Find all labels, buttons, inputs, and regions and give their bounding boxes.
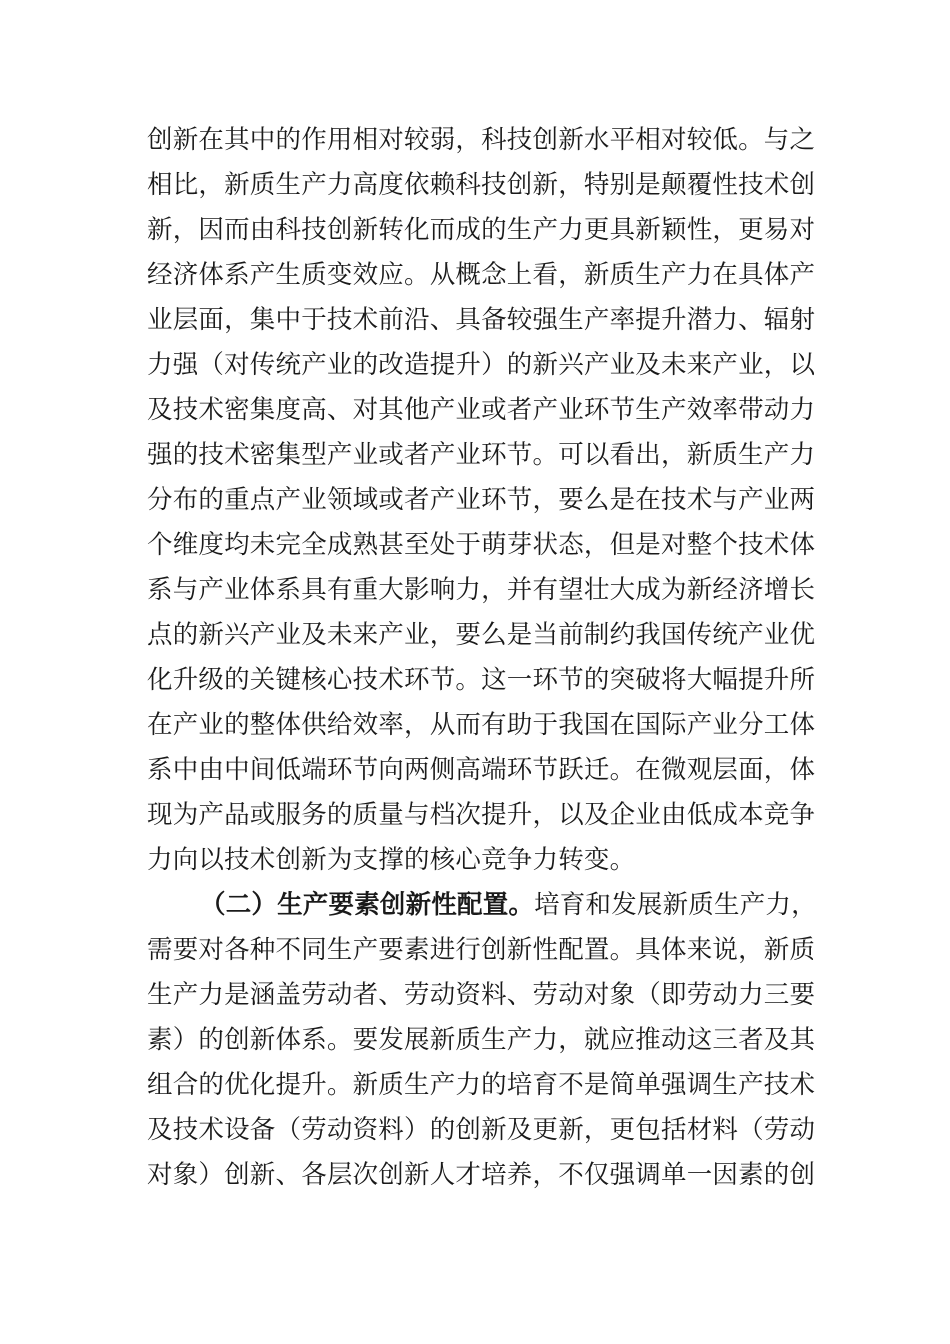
paragraph-2-line: 需要对各种不同生产要素进行创新性配置。具体来说，新质 <box>147 935 816 965</box>
paragraph-1-line: 及技术密集度高、对其他产业或者产业环节生产效率带动力 <box>147 395 816 425</box>
paragraph-2-line: 素）的创新体系。要发展新质生产力，就应推动这三者及其 <box>147 1025 816 1055</box>
paragraph-1-line: 个维度均未完全成熟甚至处于萌芽状态，但是对整个技术体 <box>147 530 816 560</box>
paragraph-1-line: 新，因而由科技创新转化而成的生产力更具新颖性，更易对 <box>147 215 816 245</box>
paragraph-2-line: 对象）创新、各层次创新人才培养，不仅强调单一因素的创 <box>147 1160 816 1190</box>
paragraph-1-line: 点的新兴产业及未来产业，要么是当前制约我国传统产业优 <box>147 620 816 650</box>
paragraph-1-line: 经济体系产生质变效应。从概念上看，新质生产力在具体产 <box>147 260 816 290</box>
paragraph-1-line: 业层面，集中于技术前沿、具备较强生产率提升潜力、辐射 <box>147 305 816 335</box>
paragraph-1-line: 在产业的整体供给效率，从而有助于我国在国际产业分工体 <box>147 710 816 740</box>
paragraph-1-line: 化升级的关键核心技术环节。这一环节的突破将大幅提升所 <box>147 665 816 695</box>
paragraph-1-line: 分布的重点产业领域或者产业环节，要么是在技术与产业两 <box>147 485 816 515</box>
paragraph-2-line: 及技术设备（劳动资料）的创新及更新，更包括材料（劳动 <box>147 1115 816 1145</box>
paragraph-1-line: 系中由中间低端环节向两侧高端环节跃迁。在微观层面，体 <box>147 755 816 785</box>
paragraph-1-line: 力强（对传统产业的改造提升）的新兴产业及未来产业，以 <box>147 350 816 380</box>
paragraph-1-line: 力向以技术创新为支撑的核心竞争力转变。 <box>147 845 636 875</box>
paragraph-2-line: 组合的优化提升。新质生产力的培育不是简单强调生产技术 <box>147 1070 816 1100</box>
paragraph-1-line: 强的技术密集型产业或者产业环节。可以看出，新质生产力 <box>147 440 816 470</box>
paragraph-1-line: 创新在其中的作用相对较弱，科技创新水平相对较低。与之 <box>147 125 816 155</box>
paragraph-2-first-line <box>200 888 817 923</box>
paragraph-1-line: 现为产品或服务的质量与档次提升，以及企业由低成本竞争 <box>147 800 816 830</box>
paragraph-2-line: 生产力是涵盖劳动者、劳动资料、劳动对象（即劳动力三要 <box>147 980 816 1010</box>
paragraph-2-lead-text: 培育和发展新质生产力， <box>534 890 817 920</box>
section-heading: （二）生产要素创新性配置。 <box>200 890 535 920</box>
paragraph-1-line: 相比，新质生产力高度依赖科技创新，特别是颠覆性技术创 <box>147 170 816 200</box>
paragraph-1-line: 系与产业体系具有重大影响力，并有望壮大成为新经济增长 <box>147 575 816 605</box>
